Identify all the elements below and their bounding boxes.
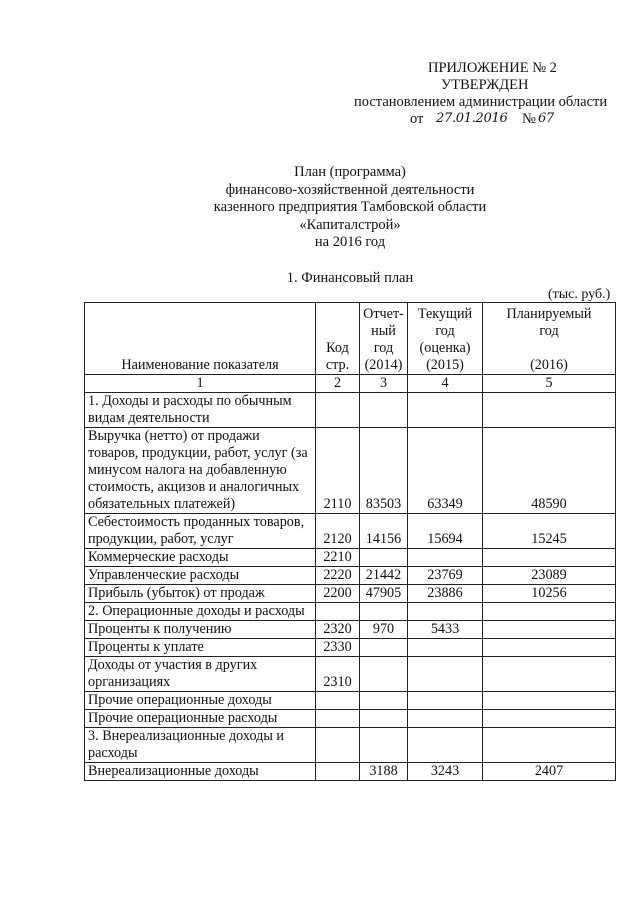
row-code: 2320: [316, 621, 360, 639]
header-report-year: Отчет- ный год (2014): [360, 303, 408, 375]
value-2014: 83503: [360, 428, 408, 514]
table-row: [85, 657, 616, 692]
table-row: [85, 728, 616, 763]
header-code: Код стр.: [316, 303, 360, 375]
title-line-3: казенного предприятия Тамбовской области: [213, 199, 487, 215]
table-row: [85, 692, 616, 710]
table-row: [85, 621, 616, 639]
value-2014: [360, 603, 408, 621]
row-label: Управленческие расходы: [85, 567, 316, 585]
row-label: Внереализационные доходы: [85, 763, 316, 781]
value-2014: [360, 710, 408, 728]
table-row: [85, 428, 616, 514]
handwritten-date: 27.01.2016: [436, 111, 508, 126]
value-2016: 48590: [483, 428, 616, 514]
value-2015: 3243: [408, 763, 483, 781]
row-code: 2200: [316, 585, 360, 603]
table-row: [85, 393, 616, 428]
approved-stamp: УТВЕРЖДЕН: [441, 77, 529, 93]
value-2016: [483, 657, 616, 692]
table-row: [85, 585, 616, 603]
table-row: [85, 514, 616, 549]
value-2015: [408, 692, 483, 710]
from-label: от: [410, 111, 424, 127]
value-2014: [360, 393, 408, 428]
header-planned-year: Планируемый год (2016): [483, 303, 616, 375]
row-label: 2. Операционные доходы и расходы: [85, 603, 316, 621]
row-label: Коммерческие расходы: [85, 549, 316, 567]
value-2015: 63349: [408, 428, 483, 514]
row-label: Прибыль (убыток) от продаж: [85, 585, 316, 603]
handwritten-number: 67: [538, 111, 554, 126]
col-number: 5: [483, 375, 616, 393]
value-2016: [483, 549, 616, 567]
value-2015: 23886: [408, 585, 483, 603]
number-label: №: [522, 111, 536, 127]
row-code: [316, 728, 360, 763]
table-header-row: [85, 303, 616, 375]
row-code: [316, 393, 360, 428]
col-number: 3: [360, 375, 408, 393]
table-row: [85, 710, 616, 728]
value-2014: [360, 657, 408, 692]
document-title: [0, 164, 640, 252]
row-label: Проценты к уплате: [85, 639, 316, 657]
row-code: 2330: [316, 639, 360, 657]
value-2015: [408, 393, 483, 428]
value-2014: [360, 549, 408, 567]
value-2014: 21442: [360, 567, 408, 585]
row-label: Себестоимость проданных товаров, продукции, работ, услуг: [85, 514, 316, 549]
title-line-1: План (программа): [294, 164, 406, 180]
resolution-date-line: [290, 111, 622, 129]
col-number: 2: [316, 375, 360, 393]
value-2016: [483, 393, 616, 428]
value-2014: [360, 692, 408, 710]
row-label: Выручка (нетто) от продажи товаров, продукции, работ, услуг (за минусом налога на добавленную стоимость, акцизов и аналогичных обязательных платежей): [85, 428, 316, 514]
value-2016: 10256: [483, 585, 616, 603]
row-label: 3. Внереализационные доходы и расходы: [85, 728, 316, 763]
value-2016: 2407: [483, 763, 616, 781]
value-2015: 23769: [408, 567, 483, 585]
value-2015: [408, 549, 483, 567]
value-2014: 47905: [360, 585, 408, 603]
value-2015: [408, 639, 483, 657]
value-2016: [483, 621, 616, 639]
row-code: [316, 692, 360, 710]
financial-plan-table: [84, 302, 616, 781]
title-line-4: «Капиталстрой»: [299, 216, 401, 233]
table-row: [85, 603, 616, 621]
header-name: Наименование показателя: [85, 303, 316, 375]
value-2014: [360, 639, 408, 657]
row-code: 2110: [316, 428, 360, 514]
value-2016: [483, 603, 616, 621]
table-row: [85, 763, 616, 781]
resolution-text: постановлением администрации области: [354, 94, 608, 110]
value-2015: 5433: [408, 621, 483, 639]
row-label: 1. Доходы и расходы по обычным видам деятельности: [85, 393, 316, 428]
row-code: 2310: [316, 657, 360, 692]
title-line-2: финансово-хозяйственной деятельности: [225, 181, 475, 198]
col-number: 1: [85, 375, 316, 393]
header-current-year: Текущий год (оценка) (2015): [408, 303, 483, 375]
row-code: [316, 763, 360, 781]
col-number: 4: [408, 375, 483, 393]
title-line-5: на 2016 год: [314, 234, 386, 250]
row-code: [316, 603, 360, 621]
row-label: Проценты к получению: [85, 621, 316, 639]
units-label: (тыс. руб.): [548, 287, 611, 302]
row-code: 2210: [316, 549, 360, 567]
table-row: [85, 639, 616, 657]
value-2014: 970: [360, 621, 408, 639]
value-2014: 3188: [360, 763, 408, 781]
value-2015: [408, 657, 483, 692]
row-code: [316, 710, 360, 728]
value-2015: 15694: [408, 514, 483, 549]
value-2016: 15245: [483, 514, 616, 549]
row-label: Доходы от участия в других организациях: [85, 657, 316, 692]
column-number-row: [85, 375, 616, 393]
value-2015: [408, 603, 483, 621]
table-row: [85, 549, 616, 567]
value-2016: [483, 710, 616, 728]
section-title: 1. Финансовый план: [286, 270, 414, 286]
approval-block: [290, 60, 622, 129]
value-2015: [408, 710, 483, 728]
value-2016: [483, 692, 616, 710]
row-label: Прочие операционные расходы: [85, 710, 316, 728]
row-code: 2120: [316, 514, 360, 549]
row-code: 2220: [316, 567, 360, 585]
value-2016: 23089: [483, 567, 616, 585]
row-label: Прочие операционные доходы: [85, 692, 316, 710]
value-2016: [483, 639, 616, 657]
table-row: [85, 567, 616, 585]
value-2016: [483, 728, 616, 763]
value-2014: [360, 728, 408, 763]
value-2014: 14156: [360, 514, 408, 549]
value-2015: [408, 728, 483, 763]
appendix-number: ПРИЛОЖЕНИЕ № 2: [428, 60, 557, 76]
